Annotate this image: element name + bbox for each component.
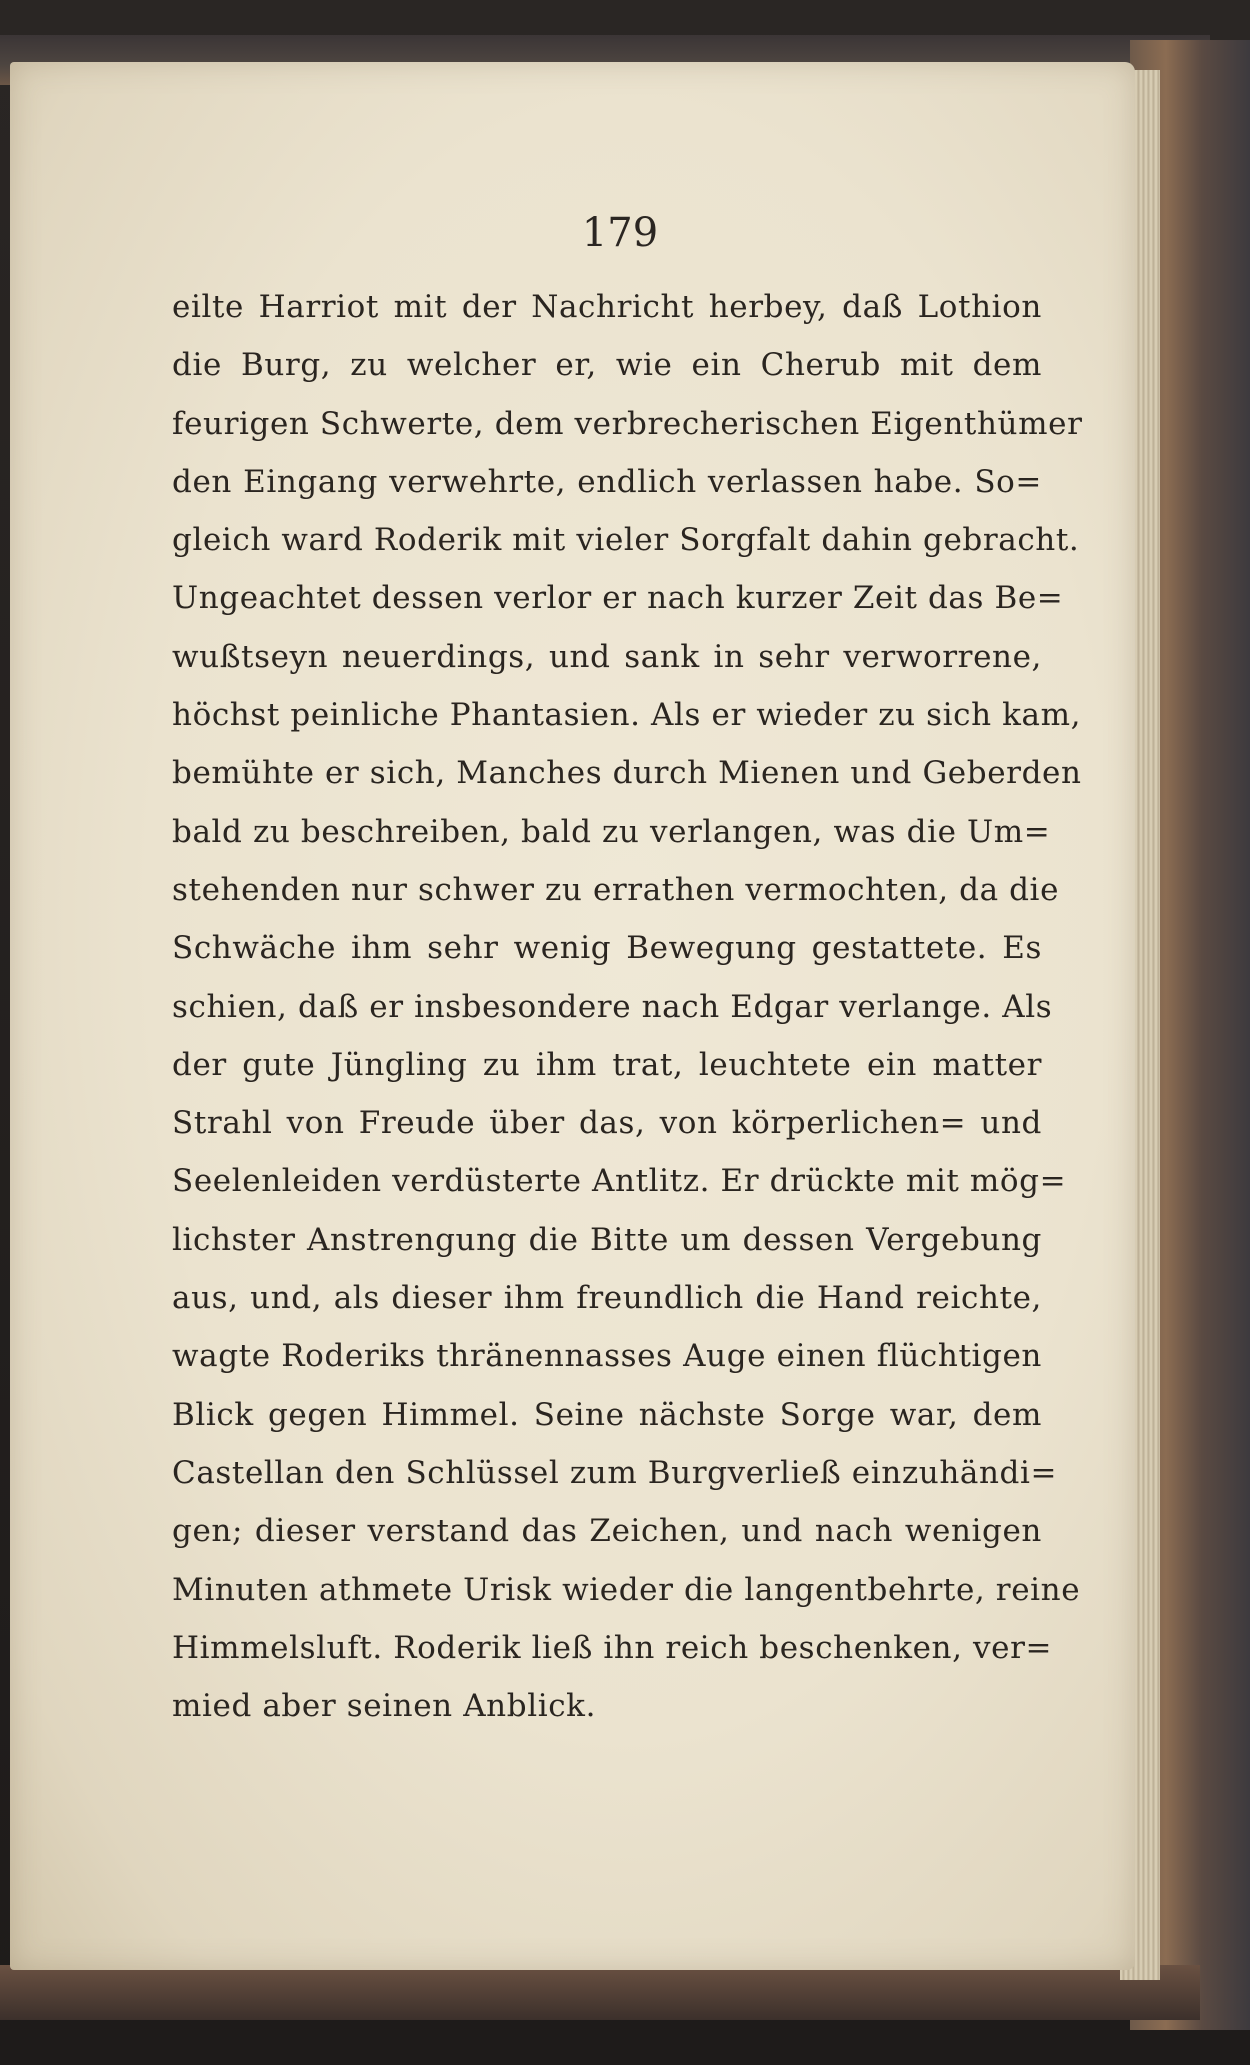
text-line: feurigen Schwerte, dem verbrecherischen Eigenthümer [172, 405, 1083, 442]
text-line: gleich ward Roderik mit vieler Sorgfalt dahin gebracht. [172, 522, 1080, 559]
page-number: 179 [581, 210, 659, 256]
text-line: die Burg, zu welcher er, wie ein Cherub mit dem [172, 347, 1042, 384]
text-line: wußtseyn neuerdings, und sank in sehr verworrene, [172, 638, 1042, 675]
text-line: schien, daß er insbesondere nach Edgar verlange. Als [172, 988, 1053, 1025]
text-line: Blick gegen Himmel. Seine nächste Sorge war, dem [172, 1396, 1042, 1433]
text-line: Strahl von Freude über das, von körperlichen= und [172, 1105, 1042, 1142]
text-line: lichster Anstrengung die Bitte um dessen Vergebung [172, 1221, 1042, 1258]
text-line: eilte Harriot mit der Nachricht herbey, daß Lothion [172, 289, 1042, 325]
text-line: bald zu beschreiben, bald zu verlangen, was die Um= [172, 813, 1051, 850]
text-line: Schwäche ihm sehr wenig Bewegung gestattete. Es [172, 930, 1042, 967]
text-line: mied aber seinen Anblick. [172, 1688, 597, 1725]
text-line: Himmelsluft. Roderik ließ ihn reich beschenken, ver= [172, 1629, 1053, 1666]
text-line: aus, und, als dieser ihm freundlich die Hand reichte, [172, 1280, 1042, 1317]
text-line: Ungeachtet dessen verlor er nach kurzer Zeit das Be= [172, 580, 1064, 617]
text-line: wagte Roderiks thränennasses Auge einen flüchtigen [172, 1338, 1042, 1375]
text-line: bemühte er sich, Manches durch Mienen und Geberden [172, 755, 1082, 792]
text-line: der gute Jüngling zu ihm trat, leuchtete ein matter [172, 1046, 1042, 1083]
text-line: den Eingang verwehrte, endlich verlassen habe. So= [172, 463, 1042, 500]
text-line: Minuten athmete Urisk wieder die langentbehrte, reine [172, 1571, 1081, 1608]
text-line: stehenden nur schwer zu errathen vermochten, da die [172, 871, 1060, 908]
text-line: gen; dieser verstand das Zeichen, und nach wenigen [172, 1513, 1042, 1550]
page-text-block [172, 278, 1083, 1735]
text-line: Castellan den Schlüssel zum Burgverließ einzuhändi= [172, 1454, 1058, 1491]
text-line: höchst peinliche Phantasien. Als er wieder zu sich kam, [172, 697, 1082, 734]
text-line: Seelenleiden verdüsterte Antlitz. Er drückte mit mög= [172, 1163, 1067, 1200]
book-cover-bottom-edge [0, 1965, 1200, 2020]
